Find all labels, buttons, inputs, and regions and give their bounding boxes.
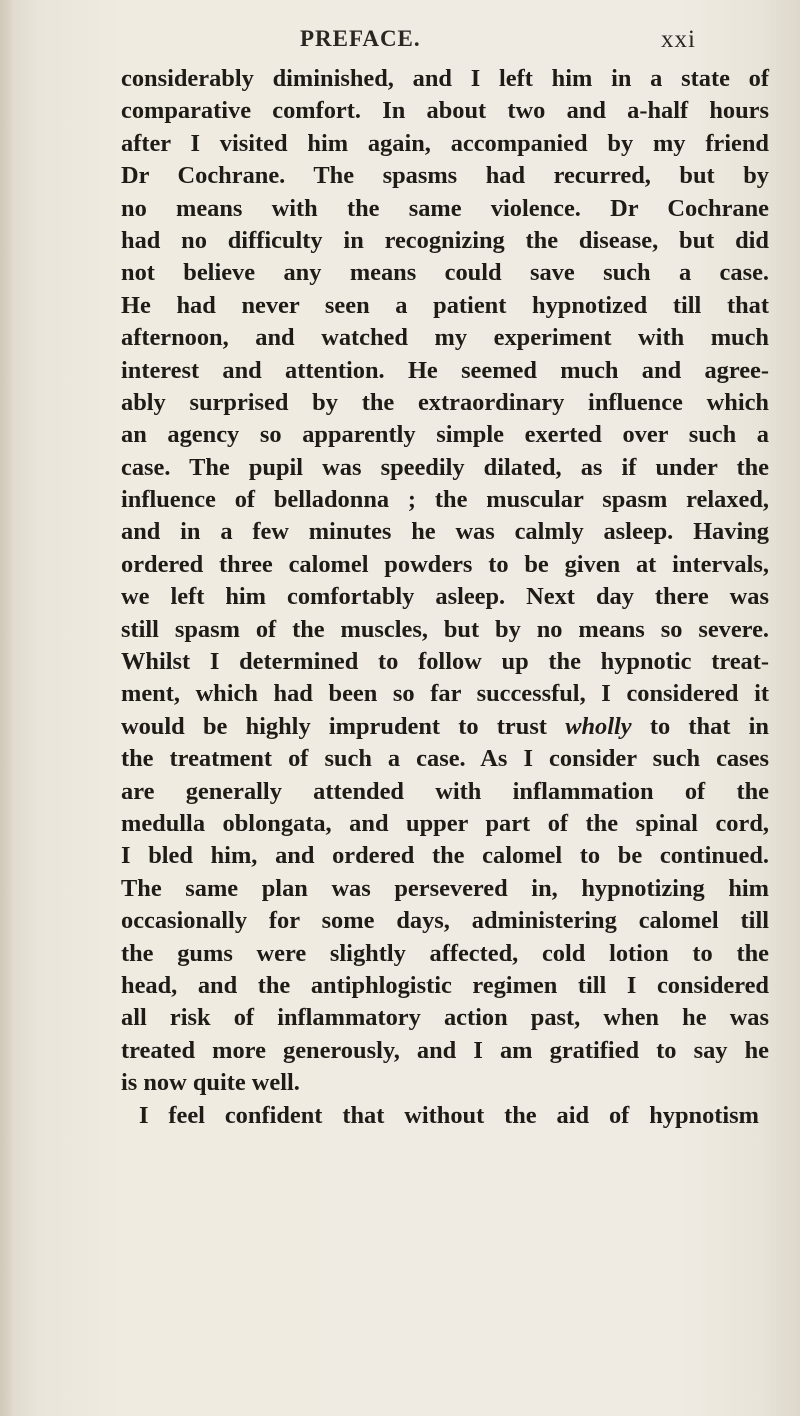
text-line: Dr Cochrane. The spasms had recurred, but by	[121, 162, 769, 190]
text-line: The same plan was persevered in, hypnotizing him	[121, 874, 769, 902]
running-head	[120, 26, 770, 56]
text-line: no means with the same violence. Dr Cochrane	[121, 194, 769, 222]
text-line: I bled him, and ordered the calomel to be continued.	[121, 842, 769, 870]
text-segment: would be highly imprudent to trust	[121, 712, 547, 740]
text-line: comparative comfort. In about two and a-half hours	[121, 97, 769, 125]
text-line: head, and the antiphlogistic regimen till I considered	[121, 971, 769, 999]
page-gutter-shadow	[0, 0, 14, 1416]
running-head-title: PREFACE.	[300, 26, 421, 51]
text-line-with-emphasis	[121, 711, 769, 743]
text-line: I feel confident that without the aid of hypnotism	[139, 1101, 759, 1129]
text-line: treated more generously, and I am gratified to say he	[121, 1036, 769, 1064]
text-line: case. The pupil was speedily dilated, as if under the	[121, 453, 769, 481]
text-line: Whilst I determined to follow up the hypnotic treat-	[121, 648, 769, 676]
text-line: still spasm of the muscles, but by no means so severe.	[121, 615, 769, 643]
emphasized-word: wholly	[565, 712, 632, 740]
text-line: the treatment of such a case. As I consider such cases	[121, 745, 769, 773]
text-segment: to that in	[649, 712, 769, 740]
page-number: xxi	[661, 26, 696, 53]
text-line: afternoon, and watched my experiment with much	[121, 324, 769, 352]
text-line: ably surprised by the extraordinary influence which	[121, 388, 769, 416]
body-text	[121, 63, 769, 1132]
text-line: all risk of inflammatory action past, when he was	[121, 1004, 769, 1032]
text-line: had no difficulty in recognizing the disease, but did	[121, 226, 769, 254]
text-line: interest and attention. He seemed much and agree-	[121, 356, 769, 384]
text-line: occasionally for some days, administering calomel till	[121, 907, 769, 935]
text-line: the gums were slightly affected, cold lotion to the	[121, 939, 769, 967]
text-line: an agency so apparently simple exerted over such a	[121, 421, 769, 449]
text-line: ment, which had been so far successful, I considered it	[121, 680, 769, 708]
text-line: medulla oblongata, and upper part of the spinal cord,	[121, 809, 769, 837]
text-line: and in a few minutes he was calmly asleep. Having	[121, 518, 769, 546]
text-line: ordered three calomel powders to be given at intervals,	[121, 550, 769, 578]
text-line: considerably diminished, and I left him in a state of	[121, 65, 769, 92]
text-line: influence of belladonna ; the muscular spasm relaxed,	[121, 486, 769, 514]
text-line: after I visited him again, accompanied by my friend	[121, 129, 769, 157]
text-line: we left him comfortably asleep. Next day there was	[121, 583, 769, 611]
text-line: are generally attended with inflammation of the	[121, 777, 769, 805]
text-line: is now quite well.	[121, 1069, 300, 1097]
text-line: not believe any means could save such a case.	[121, 259, 769, 287]
text-line: He had never seen a patient hypnotized till that	[121, 291, 769, 319]
